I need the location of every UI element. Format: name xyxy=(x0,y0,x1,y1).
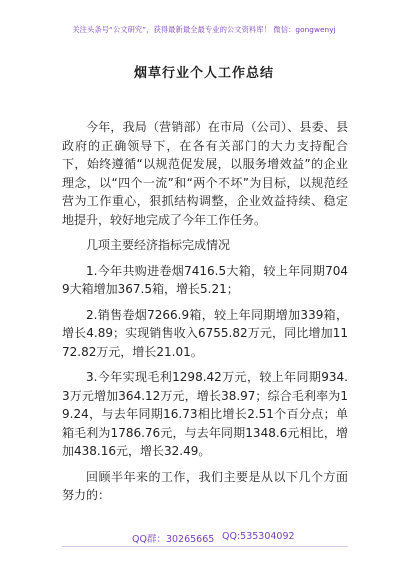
paragraph-item-3: 3.今年实现毛利1298.42万元，较上年同期934.3万元增加364.12万元，增长38.97；综合毛利率为19.24，与去年同期16.73相比增长2.51个百分点；单箱毛利为1786.76元，与去年同期1348.6元相比，增加438.16元，增长32.49。 xyxy=(62,370,348,458)
header-banner: 关注头条号“公文研究”，获得最新最全最专业的公文资料库！ 微信：gongwenyj xyxy=(72,25,336,34)
document-body xyxy=(62,118,348,505)
footer-qq-contact: QQ:535304092 xyxy=(222,531,295,542)
footer-bar xyxy=(0,531,408,545)
paragraph-review: 回顾半年来的工作，我们主要是从以下几个方面努力的： xyxy=(62,469,348,502)
paragraph-item-2: 2.销售卷烟7266.9箱，较上年同期增加339箱，增长4.89；实现销售收入6755.82万元，同比增加1172.82万元，增长21.01。 xyxy=(62,307,348,359)
footer-qq-group: QQ群：30265665 xyxy=(132,534,215,545)
paragraph-intro: 今年，我局（营销部）在市局（公司）、县委、县政府的正确领导下，在各有关部门的大力支持配合下，始终遵循“以规范促发展，以服务增效益”的企业理念，以“四个一流”和“两个不坏”为目标，以规范经营为工作重心，狠抓结构调整，企业效益持续、稳定地提升，较好地完成了今年工作任务。 xyxy=(62,120,348,227)
page-title: 烟草行业个人工作总结 xyxy=(133,66,274,81)
paragraph-section-heading: 几项主要经济指标完成情况 xyxy=(86,238,231,252)
paragraph-item-1: 1.今年共购进卷烟7416.5大箱，较上年同期7049大箱增加367.5箱，增长5.21； xyxy=(62,263,348,296)
footer-divider xyxy=(62,546,348,547)
